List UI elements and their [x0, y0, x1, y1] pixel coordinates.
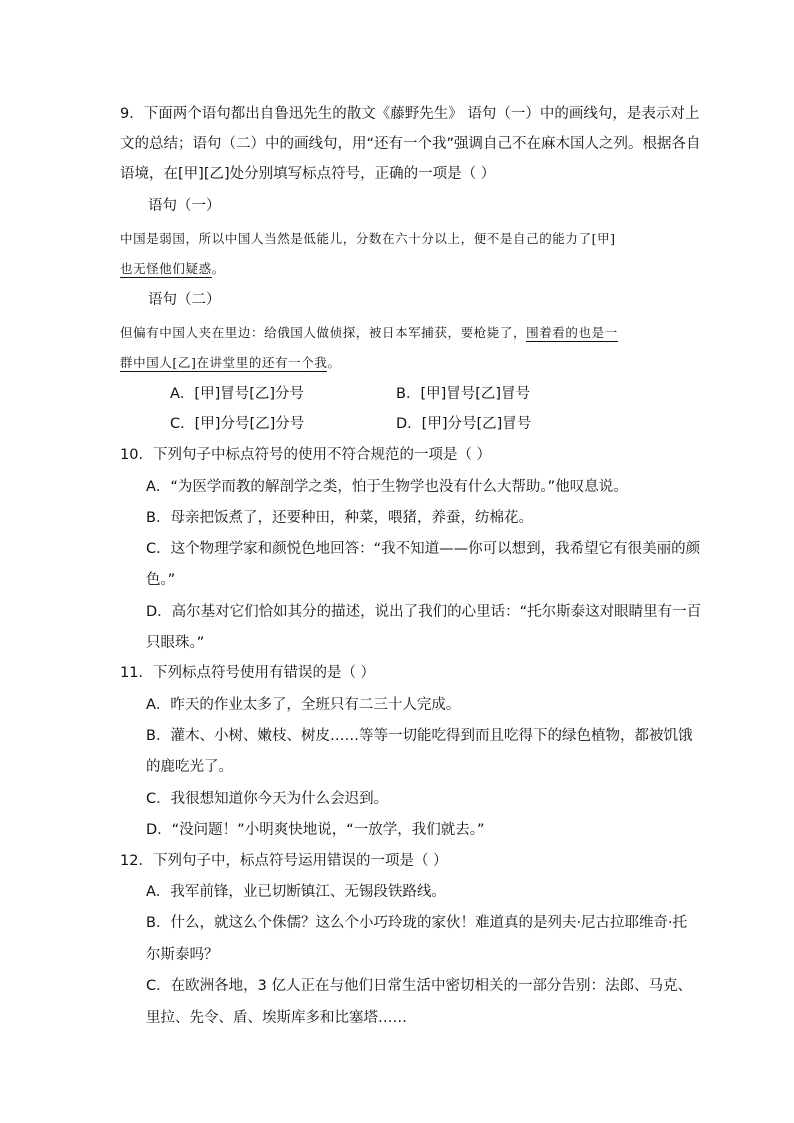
q9-option-a[interactable]: A．[甲]冒号[乙]分号 — [170, 386, 305, 402]
q9-sentence1-line1: 中国是弱国，所以中国人当然是低能儿，分数在六十分以上，便不是自己的能力了[甲] — [120, 231, 616, 246]
q12-option-c-line2[interactable]: 里拉、先令、盾、埃斯库多和比塞塔…… — [146, 1010, 407, 1026]
q11-option-c[interactable]: C．我很想知道你今天为什么会迟到。 — [146, 791, 389, 807]
q11-option-d[interactable]: D．“没问题！”小明爽快地说，“一放学，我们就去。” — [146, 822, 485, 838]
q9-sentence1-label: 语句（一） — [148, 198, 221, 214]
q9-sentence2-underline-a: 围着看的也是一 — [526, 325, 618, 340]
q12-stem: 12．下列句子中，标点符号运用错误的一项是（ ） — [120, 853, 448, 869]
q11-option-a[interactable]: A．昨天的作业太多了，全班只有二三十人完成。 — [146, 697, 461, 713]
q9-sentence2-line1: 但偏有中国人夹在里边：给俄国人做侦探，被日本军捕获，要枪毙了，围着看的也是一 — [120, 325, 618, 340]
q10-option-b[interactable]: B．母亲把饭煮了，还要种田，种菜，喂猪，养蚕，纺棉花。 — [146, 510, 533, 526]
q10-option-c-line2[interactable]: 色。” — [146, 572, 176, 588]
q10-option-d-line1[interactable]: D．高尔基对它们恰如其分的描述，说出了我们的心里话：“托尔斯泰这对眼睛里有一百 — [146, 604, 702, 620]
q9-stem-line3: 语境，在[甲][乙]处分别填写标点符号，正确的一项是（ ） — [120, 166, 496, 182]
q10-stem: 10．下列句子中标点符号的使用不符合规范的一项是（ ） — [120, 447, 492, 463]
q9-option-d[interactable]: D．[甲]分号[乙]冒号 — [396, 416, 532, 432]
q9-sentence1-underline: 也无怪他们疑惑 — [120, 261, 212, 276]
q12-option-a[interactable]: A．我军前锋，业已切断镇江、无锡段铁路线。 — [146, 884, 446, 900]
q9-option-b[interactable]: B．[甲]冒号[乙]冒号 — [396, 386, 531, 402]
q9-stem-line2: 文的总结；语句（二）中的画线句，用“还有一个我”强调自己不在麻木国人之列。根据各自 — [120, 136, 701, 152]
q9-sentence2-underline-b: 群中国人[乙]在讲堂里的还有一个我 — [120, 355, 328, 370]
q12-option-c-line1[interactable]: C．在欧洲各地，3 亿人正在与他们日常生活中密切相关的一部分告别：法郎、马克、 — [146, 978, 692, 994]
q11-stem: 11．下列标点符号使用有错误的是（ ） — [120, 665, 376, 681]
q12-option-b-line1[interactable]: B．什么，就这么个侏儒？这么个小巧玲珑的家伙！难道真的是列夫·尼古拉耶维奇·托 — [146, 915, 688, 931]
q10-option-d-line2[interactable]: 只眼珠。” — [146, 635, 205, 651]
q12-option-b-line2[interactable]: 尔斯泰吗？ — [146, 947, 219, 963]
q9-stem-line1: 9．下面两个语句都出自鲁迅先生的散文《藤野先生》 语句（一）中的画线句，是表示对上 — [120, 106, 700, 122]
q9-option-c[interactable]: C．[甲]分号[乙]分号 — [170, 416, 305, 432]
q11-option-b-line2[interactable]: 的鹿吃光了。 — [146, 759, 233, 775]
q10-option-c-line1[interactable]: C．这个物理学家和颜悦色地回答：“我不知道——你可以想到，我希望它有很美丽的颜 — [146, 541, 701, 557]
q9-sentence2-line2: 群中国人[乙]在讲堂里的还有一个我。 — [120, 355, 341, 370]
q11-option-b-line1[interactable]: B．灌木、小树、嫩枝、树皮……等等一切能吃得到而且吃得下的绿色植物，都被饥饿 — [146, 728, 693, 744]
q10-option-a[interactable]: A．“为医学而教的解剖学之类，怕于生物学也没有什么大帮助。”他叹息说。 — [146, 479, 628, 495]
q9-sentence2-label: 语句（二） — [148, 292, 221, 308]
q9-sentence1-line2: 也无怪他们疑惑。 — [120, 261, 225, 276]
